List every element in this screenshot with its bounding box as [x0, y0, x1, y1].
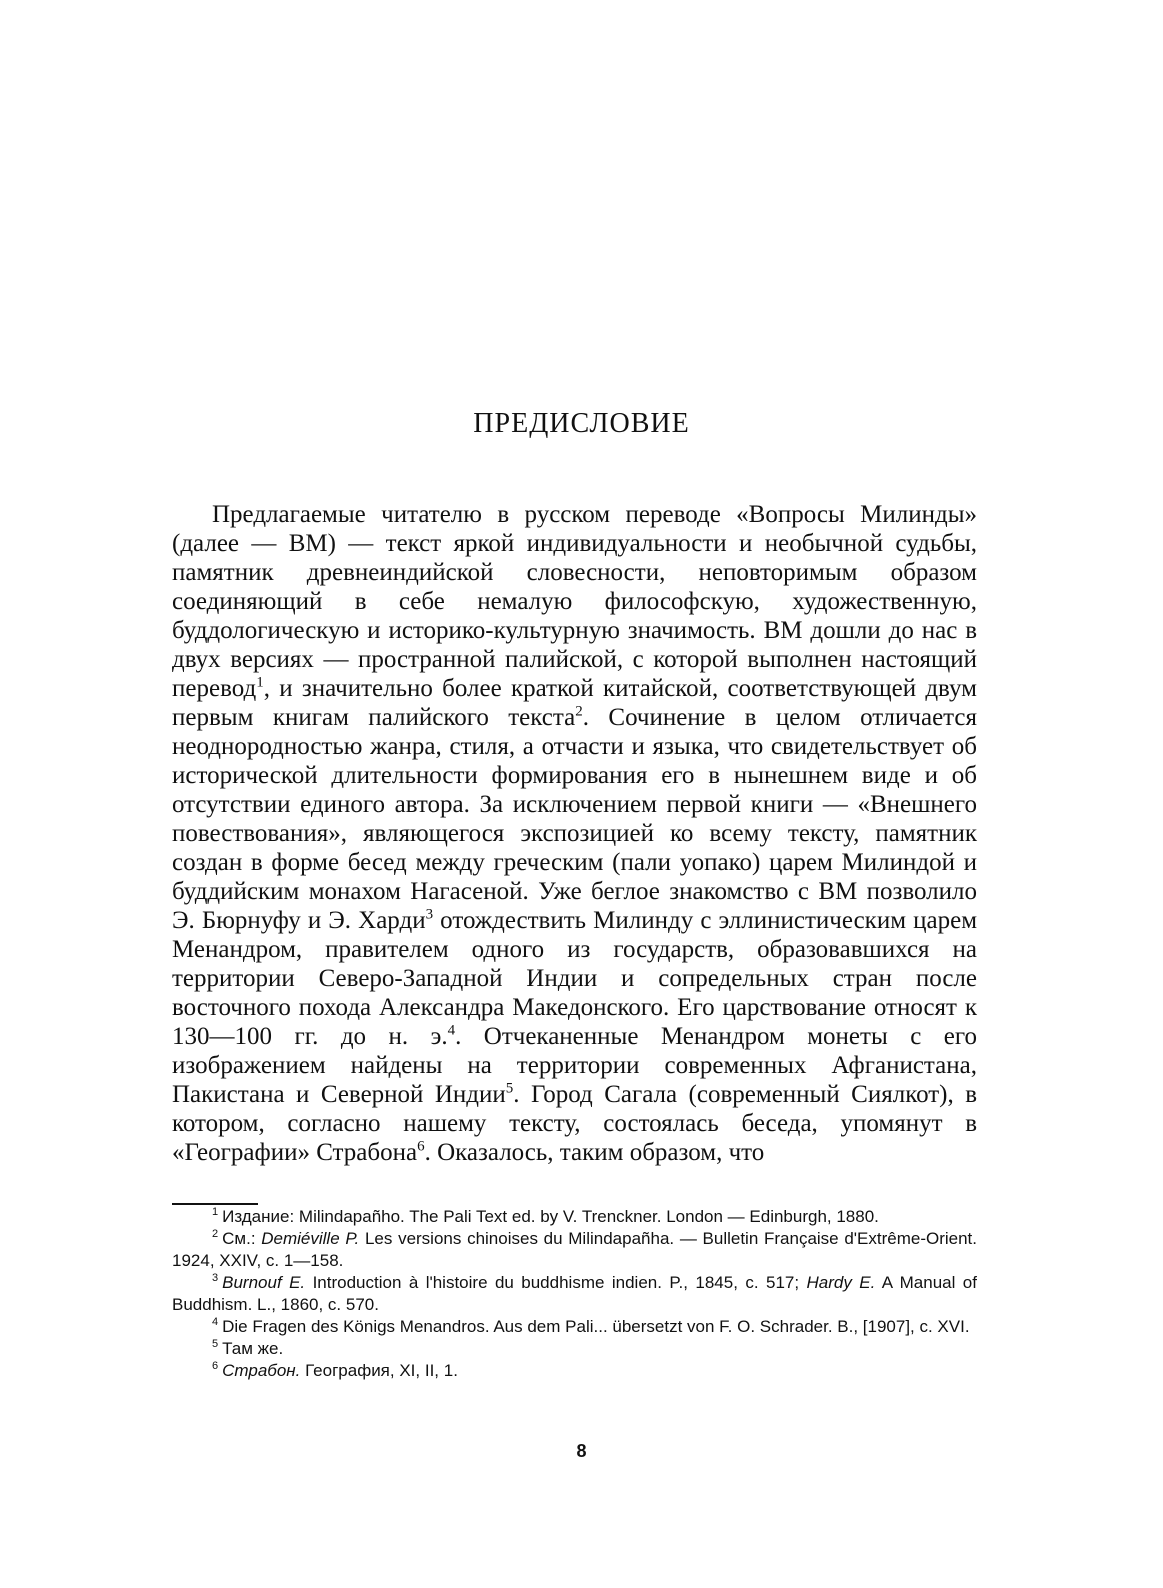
- footnote-number: 3: [212, 1272, 219, 1285]
- footnote-marker: 2: [575, 703, 583, 720]
- footnote-separator: [172, 1203, 258, 1205]
- footnote-item: [172, 1206, 977, 1228]
- footnote-author: Burnouf E.: [222, 1273, 306, 1292]
- footnote-item: [172, 1228, 977, 1272]
- footnote-item: [172, 1360, 977, 1382]
- footnote-number: 1: [212, 1206, 219, 1219]
- body-text-segment: отождествить Милинду с эллинистическим царем Менандром, правителем одного из государств, образовавшихся на территории Северо-Западной Индии и сопредельных стран после восточного похода Александра Македонского. Его царствование относят к 130—100 гг. до н. э.: [172, 907, 978, 1050]
- footnote-marker: 6: [417, 1138, 425, 1155]
- footnote-text: См.:: [222, 1229, 262, 1248]
- body-text-segment: . Отчеканенные Менандром монеты с его изображением найдены на территории современных Афганистана, Пакистана и Северной Индии: [172, 1023, 977, 1108]
- body-text-segment: . Сочинение в целом отличается неоднородностью жанра, стиля, а отчасти и языка, что свидетельствует об исторической длительности формирования его в нынешнем виде и об отсутствии единого автора. За исключением первой книги — «Внешнего повествования», являющегося экспозицией ко всему тексту, памятник создан в форме бесед между греческим (пали уопако) царем Милиндой и буддийским монахом Нагасеной. Уже беглое знакомство с ВМ позволило Э. Бюрнуфу и Э. Харди: [172, 704, 977, 934]
- footnote-item: [172, 1316, 977, 1338]
- footnote-marker: 4: [447, 1022, 456, 1039]
- body-text-segment: . Город Сагала (современный Сиялкот), в котором, согласно нашему тексту, состоялась беседа, упомянут в «Географии» Страбона: [172, 1081, 977, 1166]
- body-text-segment: . Оказалось, таким образом, что: [424, 1139, 765, 1166]
- body-text-segment: , и значительно более краткой китайской, соответствующей двум первым книгам палийского текста: [172, 675, 977, 731]
- footnote-item: [172, 1272, 977, 1316]
- footnote-text-rest: Introduction à l'histoire du buddhisme indien. P., 1845, c. 517;: [305, 1273, 800, 1292]
- footnote-author: Demiéville P.: [261, 1229, 360, 1248]
- footnote-number: 4: [212, 1316, 219, 1329]
- footnote-marker: 3: [425, 906, 434, 923]
- footnotes-list: [172, 1206, 977, 1382]
- footnote-marker: 5: [505, 1080, 514, 1097]
- footnote-text-rest-2: A Manual of Buddhism. L., 1860, c. 570.: [172, 1273, 977, 1314]
- footnote-author: Страбон.: [222, 1361, 301, 1380]
- footnote-number: 2: [212, 1228, 219, 1241]
- chapter-heading: ПРЕДИСЛОВИЕ: [473, 408, 690, 439]
- footnote-text: Там же.: [222, 1339, 284, 1358]
- footnote-number: 6: [212, 1360, 219, 1373]
- page-number: 8: [576, 1441, 587, 1461]
- footnote-text-rest: География, XI, II, 1.: [300, 1361, 458, 1380]
- footnote-author-2: Hardy E.: [806, 1273, 876, 1292]
- body-text-segment: Предлагаемые читателю в русском переводе «Вопросы Милинды» (далее — ВМ) — текст яркой индивидуальности и необычной судьбы, памятник древнеиндийской словесности, неповторимым образом соединяющий в себе немалую философскую, художественную, буддологическую и историко-культурную значимость. ВМ дошли до нас в двух версиях — пространной палийской, с которой выполнен настоящий перевод: [172, 501, 977, 702]
- footnote-number: 5: [212, 1338, 219, 1351]
- footnote-item: [172, 1338, 977, 1360]
- footnote-text: Издание: Milindapañho. The Pali Text ed. by V. Trenckner. London — Edinburgh, 1880.: [222, 1207, 879, 1226]
- footnote-text: Die Fragen des Königs Menandros. Aus dem Pali... übersetzt von F. O. Schrader. B., [1907], c. XVI.: [222, 1317, 970, 1336]
- footnote-text-rest: Les versions chinoises du Milindapañha. — Bulletin Française d'Extrême-Orient. 1924, XXIV, c. 1—158.: [172, 1229, 978, 1270]
- footnote-marker: 1: [256, 674, 264, 691]
- body-paragraph: [172, 500, 977, 1167]
